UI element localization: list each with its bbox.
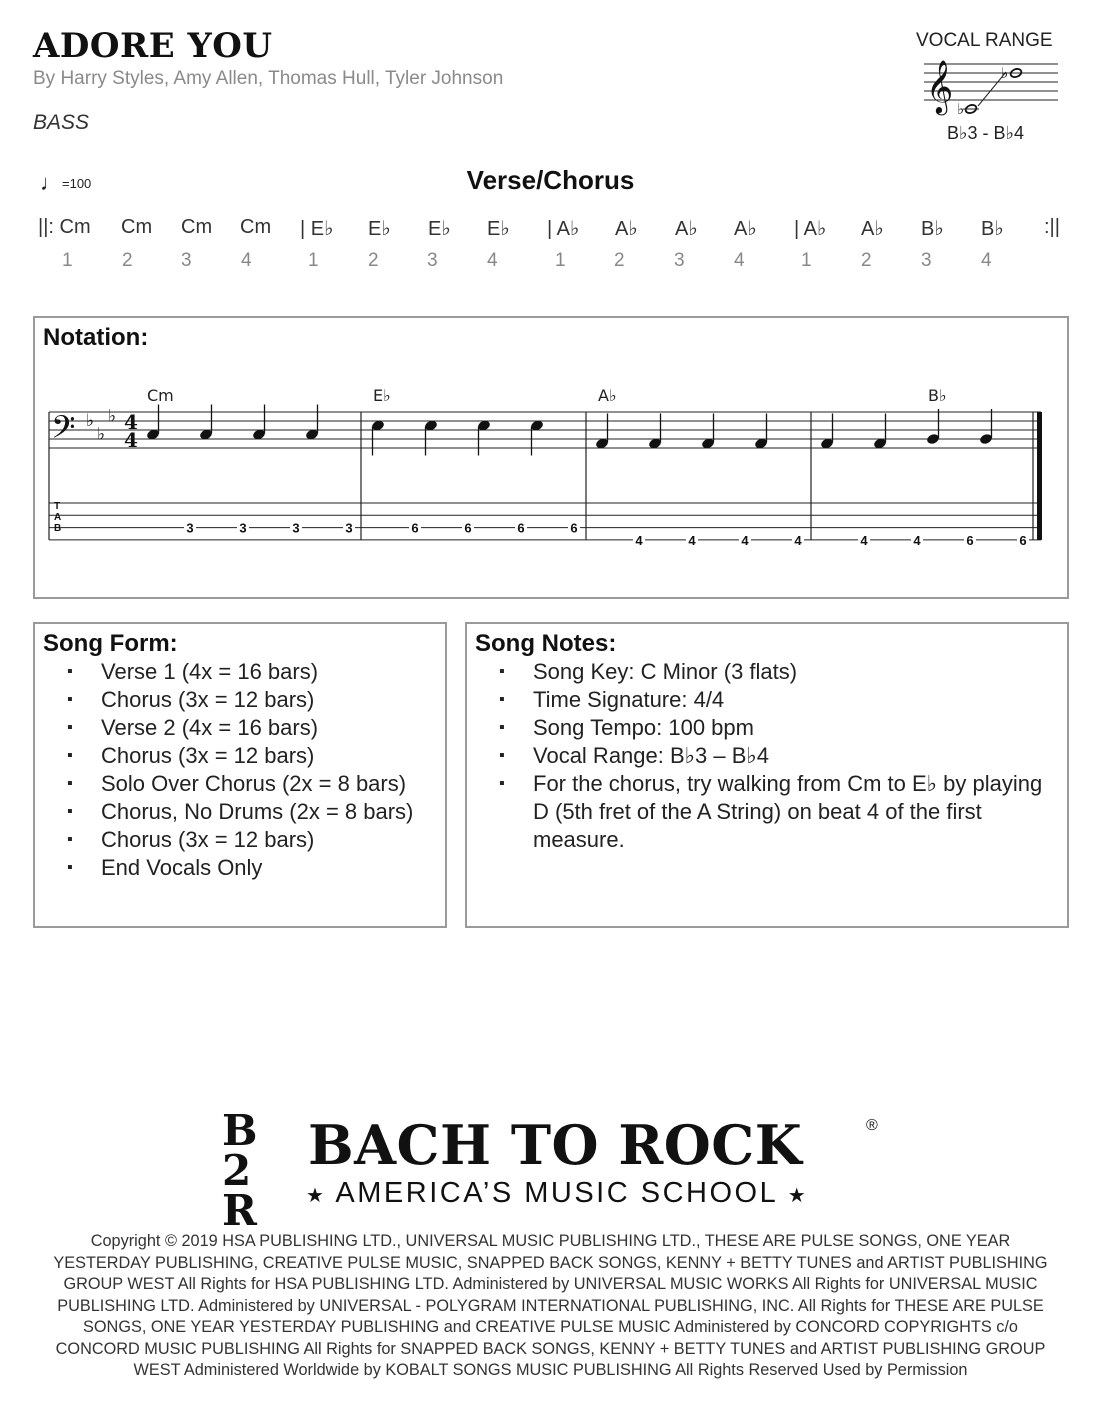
song-notes-list [467,658,1047,854]
section-title: Verse/Chorus [466,165,635,195]
song-notes-title: Song Notes: [475,630,617,657]
songwriters: By Harry Styles, Amy Allen, Thomas Hull, Tyler Johnson [33,68,504,89]
tab-fret-number: 4 [860,532,868,548]
chord-symbol: | E♭ [300,218,334,240]
chord-symbol: :|| [1044,216,1060,238]
beat-number: 4 [981,250,992,271]
bach-to-rock-logo [222,1106,882,1235]
flat-icon: ♭ [1001,64,1009,82]
tab-fret-number: 3 [292,520,300,536]
treble-clef-icon: 𝄞 [926,59,954,113]
bass-clef-icon: 𝄢 [51,409,76,453]
quarter-note-icon: ♩ [40,170,62,195]
list-item: ▪ Song Key: C Minor (3 flats) [467,658,1047,686]
chord-symbol: B♭ [981,218,1004,240]
chord-symbol: | A♭ [794,218,827,240]
beat-number: 2 [122,250,133,271]
tab-fret-number: 6 [570,520,578,536]
song-title: ADORE YOU [33,26,273,66]
list-item: ▪ Chorus, No Drums (2x = 8 bars) [35,798,445,826]
chord-symbol: E♭ [487,218,510,240]
chord-symbol: A♭ [675,218,698,240]
star-icon: ★ [306,1185,327,1207]
tab-fret-number: 4 [794,532,802,548]
tab-fret-number: 6 [966,532,974,548]
beat-number: 4 [241,250,252,271]
notation-title: Notation: [43,324,149,351]
tab-fret-number: 6 [464,520,472,536]
tab-fret-number: 4 [741,532,749,548]
flat-icon: ♭ [97,424,106,445]
song-form-title: Song Form: [43,630,178,657]
star-icon: ★ [787,1185,809,1207]
chord-symbol: A♭ [615,218,638,240]
beat-number: 2 [368,250,379,271]
flat-icon: ♭ [108,406,117,427]
tab-fret-number: 3 [186,520,194,536]
beat-number: 2 [614,250,625,271]
chord-symbol: A♭ [734,218,757,240]
list-item: ▪ Vocal Range: B♭3 – B♭4 [467,742,1047,770]
vocal-range-staff [924,56,1058,122]
chord-symbol: Cm [121,216,153,238]
list-item: ▪ Chorus (3x = 12 bars) [35,826,445,854]
logo-name: BACH TO ROCK [308,1113,803,1177]
logo-mark-text: B2R [222,1106,258,1235]
flat-icon: ♭ [957,100,965,118]
list-item: ▪ Solo Over Chorus (2x = 8 bars) [35,770,445,798]
instrument-label: BASS [33,111,90,134]
notation-box [33,316,1069,599]
time-sig-bottom: 4 [124,428,138,452]
flat-icon: ♭ [86,411,95,431]
chord-symbol: E♭ [428,218,451,240]
chord-symbol: Cm [181,216,213,238]
tab-fret-number: 6 [517,520,525,536]
beat-number: 3 [181,250,192,271]
list-item: ▪ Verse 1 (4x = 16 bars) [35,658,445,686]
beat-number: 4 [487,250,498,271]
chord-symbol: E♭ [368,218,391,240]
song-notes-box [465,622,1069,928]
list-item: ▪ Chorus (3x = 12 bars) [35,686,445,714]
list-item: ▪ For the chorus, try walking from Cm to E♭ by playing D (5th fret of the A String) on beat 4 of the first measure. [467,770,1047,854]
beat-number: 3 [674,250,685,271]
chord-label: Cm [147,386,174,405]
tab-label-letter: T [54,501,61,512]
beat-number: 3 [921,250,932,271]
logo-tagline: AMERICA’S MUSIC SCHOOL [335,1177,778,1209]
beat-number: 3 [427,250,438,271]
list-item: ▪ Chorus (3x = 12 bars) [35,742,445,770]
list-item: ▪ End Vocals Only [35,854,445,882]
tab-fret-number: 4 [913,532,921,548]
list-item: ▪ Time Signature: 4/4 [467,686,1047,714]
registered-mark: ® [866,1117,878,1134]
list-item: ▪ Verse 2 (4x = 16 bars) [35,714,445,742]
song-form-list [35,658,445,882]
chord-symbol: ||: Cm [38,216,91,238]
bass-staff-and-tab [35,318,1067,597]
vocal-range-label: VOCAL RANGE [916,30,1053,51]
chord-symbol: Cm [240,216,272,238]
tab-fret-number: 4 [635,532,643,548]
logo-tagline-row [306,1177,808,1210]
chord-symbol: | A♭ [547,218,580,240]
chord-label: E♭ [373,386,391,405]
beat-number: 2 [861,250,872,271]
chord-label: A♭ [598,386,617,405]
beat-number: 1 [801,250,812,271]
time-sig-top: 4 [124,410,138,434]
final-bar-thick [1037,412,1042,540]
tempo-value: =100 [62,176,92,191]
beat-number: 1 [62,250,73,271]
tab-fret-number: 3 [345,520,353,536]
beat-number: 4 [734,250,745,271]
beat-number: 1 [308,250,319,271]
tab-fret-number: 4 [688,532,696,548]
tab-label-letter: A [54,512,62,523]
beat-number: 1 [555,250,566,271]
list-item: ▪ Song Tempo: 100 bpm [467,714,1047,742]
chord-symbol: A♭ [861,218,884,240]
song-form-box [33,622,447,928]
logo-mark [222,1106,300,1235]
copyright-notice: Copyright © 2019 HSA PUBLISHING LTD., UNIVERSAL MUSIC PUBLISHING LTD., THESE ARE PULSE SONGS, ONE YEAR YESTERDAY PUBLISHING, CREATIVE PULSE MUSIC, SNAPPED BACK SONGS, KENNY + BETTY TUNES and ARTIST PUBLISHING GROUP WEST All Rights for HSA PUBLISHING LTD. Administered by UNIVERSAL MUSIC WORKS All Rights for UNIVERSAL MUSIC PUBLISHING LTD. Administered by UNIVERSAL - POLYGRAM INTERNATIONAL PUBLISHING, INC. All Rights for THESE ARE PULSE SONGS, ONE YEAR YESTERDAY PUBLISHING and CREATIVE PULSE MUSIC Administered by CONCORD COPYRIGHTS c/o CONCORD MUSIC PUBLISHING All Rights for SNAPPED BACK SONGS, KENNY + BETTY TUNES and ARTIST PUBLISHING GROUP WEST Administered Worldwide by KOBALT SONGS MUSIC PUBLISHING All Rights Reserved Used by Permission [53,1232,1048,1379]
tab-fret-number: 6 [1019,532,1027,548]
chord-symbol: B♭ [921,218,944,240]
tab-label-letter: B [54,523,62,534]
tab-fret-number: 6 [411,520,419,536]
vocal-range-value: B♭3 - B♭4 [947,123,1025,143]
chord-label: B♭ [928,386,947,405]
tab-fret-number: 3 [239,520,247,536]
